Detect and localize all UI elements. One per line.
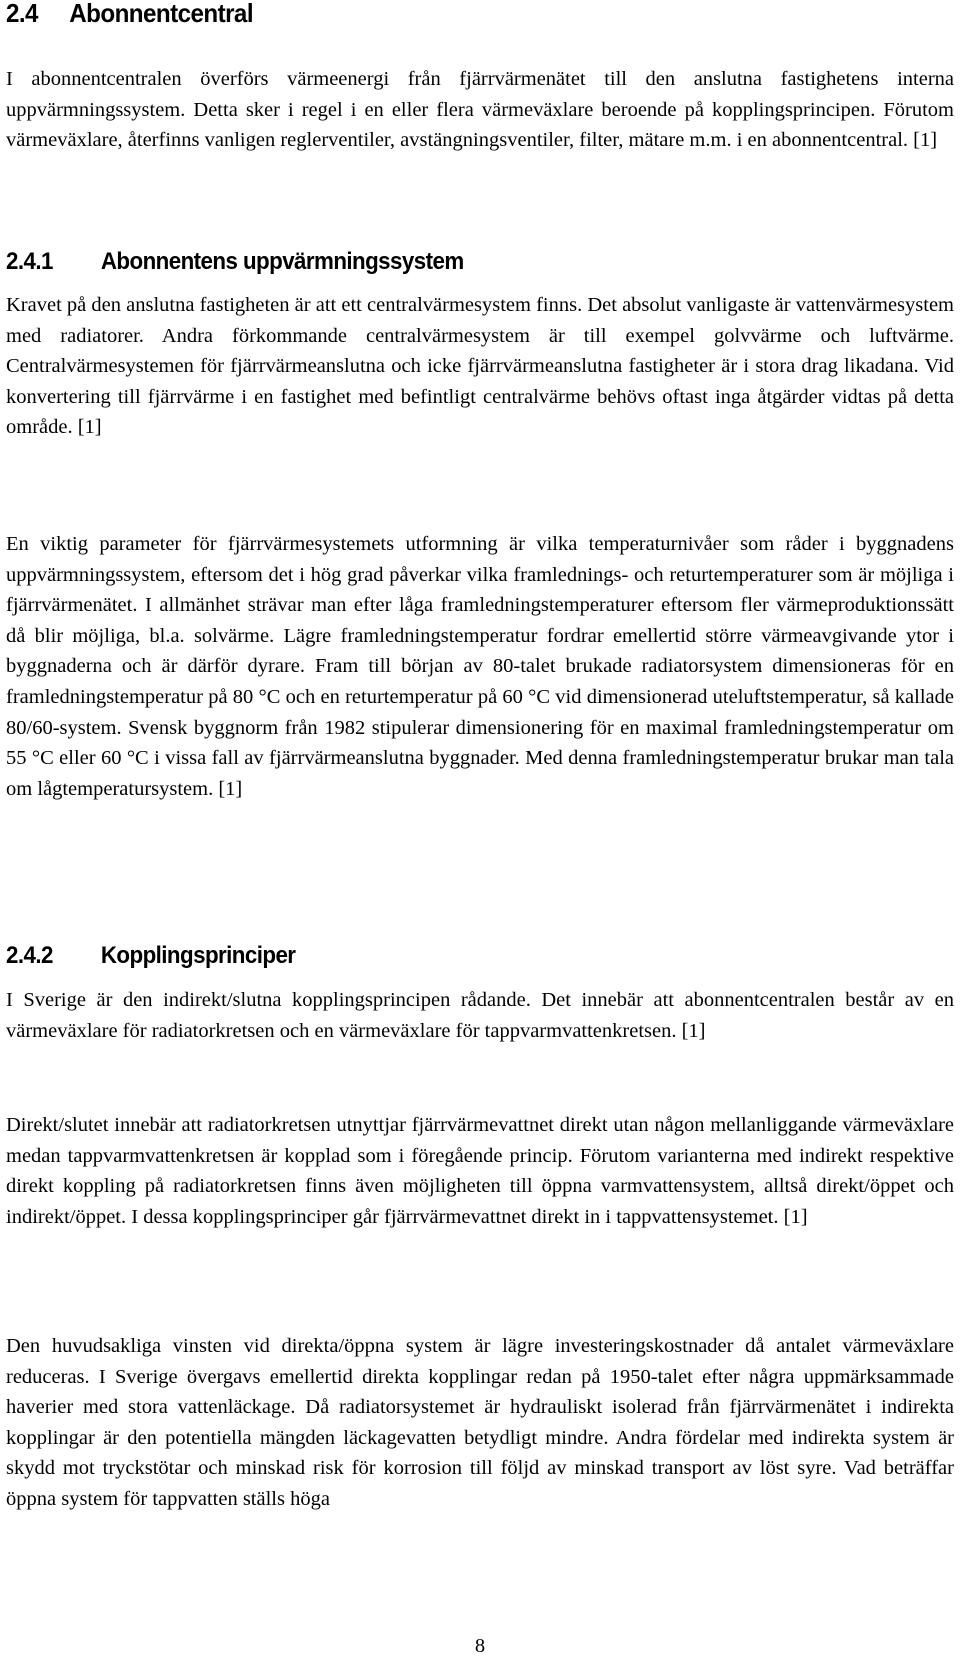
section-number: 2.4 xyxy=(6,0,38,28)
section-heading xyxy=(6,0,253,28)
subsection-2-paragraph-3: Den huvudsakliga vinsten vid direkta/öppna system är lägre investeringskostnader då antalet värmeväxlare reduceras. I Sverige övergavs emellertid direkta kopplingar redan på 1950-talet efter några uppmärksammade haverier med stora vattenläckage. Då radiatorsystemet är hydrauliskt isolerad från fjärrvärmenätet i indirekta kopplingar är den potentiella mängden läckagevatten betydligt mindre. Andra fördelar med indirekta system är skydd mot tryckstötar och minskad risk för korrosion till följd av minskad transport av löst syre. Vad beträffar öppna system för tappvatten ställs höga xyxy=(6,1335,954,1510)
page-number: 8 xyxy=(474,1635,486,1657)
subsection-1-paragraph-2: En viktig parameter för fjärrvärmesystemets utformning är vilka temperaturnivåer som råder i byggnadens uppvärmningssystem, eftersom det i hög grad påverkar vilka framlednings- och returtemperaturer som är möjliga i fjärrvärmenätet. I allmänhet strävar man efter låga framledningstemperaturer eftersom fler värmeproduktionssätt då blir möjliga, bl.a. solvärme. Lägre framledningstemperatur fordrar emellertid större värmeavgivande ytor i byggnaderna och är därför dyrare. Fram till början av 80-talet brukade radiatorsystem dimensioneras för en framledningstemperatur på 80 °C och en returtemperatur på 60 °C vid dimensionerad uteluftstemperatur, så kallade 80/60-system. Svensk byggnorm från 1982 stipulerar dimensionering för en maximal framledningstemperatur om 55 °C eller 60 °C i vissa fall av fjärrvärmeanslutna byggnader. Med denna framledningstemperatur brukar man tala om lågtemperatursystem. [1] xyxy=(6,533,954,800)
subsection-1-number: 2.4.1 xyxy=(6,248,53,275)
subsection-2-paragraph-1: I Sverige är den indirekt/slutna kopplingsprincipen rådande. Det innebär att abonnentcentralen består av en värmeväxlare för radiatorkretsen och en värmeväxlare för tappvarmvattenkretsen. [1] xyxy=(6,989,954,1042)
subsection-1-paragraph-1: Kravet på den anslutna fastigheten är att ett centralvärmesystem finns. Det absolut vanligaste är vattenvärmesystem med radiatorer. Andra förkommande centralvärmesystem är till exempel golvvärme och luftvärme. Centralvärmesystemen för fjärrvärmeanslutna och icke fjärrvärmeanslutna fastigheter är i stora drag likadana. Vid konvertering till fjärrvärme i en fastighet med befintligt centralvärme behövs oftast inga åtgärder vidtas på detta område. [1] xyxy=(6,294,954,439)
subsection-2-number: 2.4.2 xyxy=(6,942,53,969)
subsection-2-heading xyxy=(6,942,295,970)
section-title: Abonnentcentral xyxy=(69,0,253,28)
intro-paragraph: I abonnentcentralen överförs värmeenergi från fjärrvärmenätet till den anslutna fastighetens interna uppvärmningssystem. Detta sker i regel i en eller flera värmeväxlare beroende på kopplingsprincipen. Förutom värmeväxlare, återfinns vanligen reglerventiler, avstängningsventiler, filter, mätare m.m. i en abonnentcentral. [1] xyxy=(6,68,954,152)
subsection-2-paragraph-2: Direkt/slutet innebär att radiatorkretsen utnyttjar fjärrvärmevattnet direkt utan någon mellanliggande värmeväxlare medan tappvarmvattenkretsen är kopplad som i föregående princip. Förutom varianterna med indirekt respektive direkt koppling på radiatorkretsen finns även möjligheten till öppna varmvattensystem, alltså direkt/öppet och indirekt/öppet. I dessa kopplingsprinciper går fjärrvärmevattnet direkt in i tappvattensystemet. [1] xyxy=(6,1114,954,1228)
subsection-1-title: Abonnentens uppvärmningssystem xyxy=(100,248,464,275)
subsection-2-title: Kopplingsprinciper xyxy=(100,942,296,969)
subsection-1-heading xyxy=(6,248,464,276)
